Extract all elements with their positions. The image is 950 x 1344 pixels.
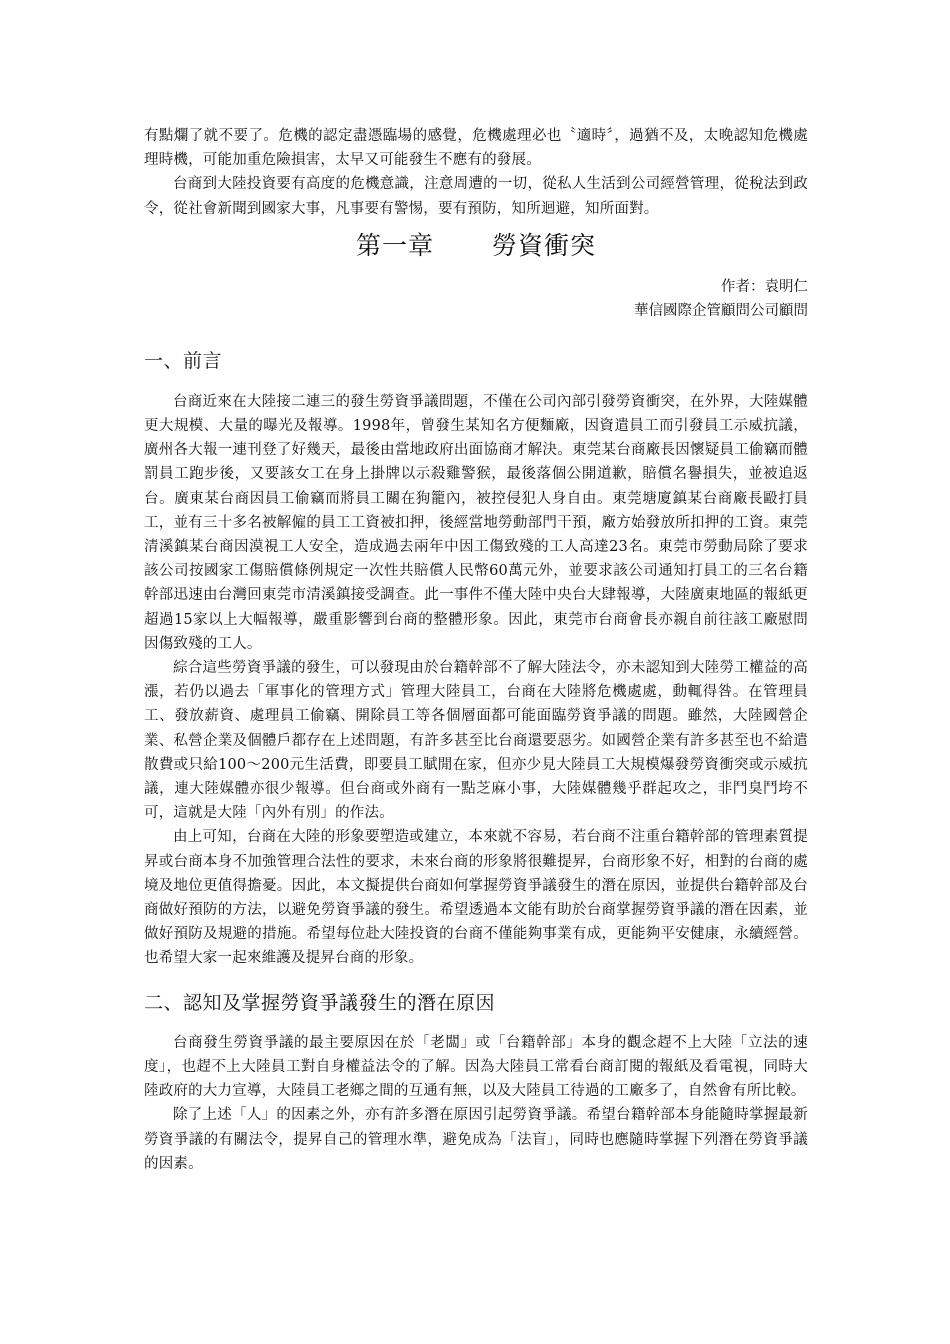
preface-paragraph-1: 台商近來在大陸接二連三的發生勞資爭議問題，不僅在公司內部引發勞資衝突，在外界，大陸媒體更大規模、大量的曝光及報導。1998年，曾發生某知名方便麵廠，因資遣員工而引發員工示威抗議，廣州各大報一連刊登了好幾天，最後由當地政府出面協商才解決。東莞某台商廠長因懷疑員工偷竊而體罰員工跑步後，又要該女工在身上掛牌以示殺雞警猴，最後落個公開道歉，賠償名譽損失，並被追返台。廣東某台商因員工偷竊而將員工關在狗籠內，被控侵犯人身自由。東莞塘廈鎮某台商廠長毆打員工，並有三十多名被解僱的員工工資被扣押，後經當地勞動部門干預，廠方始發放所扣押的工資。東莞清溪鎮某台商因漠視工人安全，造成過去兩年中因工傷致殘的工人高達23名。東莞市勞動局除了要求該公司按國家工傷賠償條例規定一次性共賠償人民幣60萬元外，並要求該公司通知打員工的三名台籍幹部迅速由台灣回東莞市清溪鎮接受調查。此一事件不僅大陸中央台大肆報導，大陸廣東地區的報紙更超過15家以上大幅報導，嚴重影響到台商的整體形象。因此，東莞市台商會長亦親自前往該工廠慰問因傷致殘的工人。 — [144, 393, 808, 652]
chapter-title — [144, 229, 808, 263]
preface-paragraph-2: 綜合這些勞資爭議的發生，可以發現由於台籍幹部不了解大陸法令，亦未認知到大陸勞工權益的高漲，若仍以過去「軍事化的管理方式」管理大陸員工，台商在大陸將危機處處，動輒得咎。在管理員工、發放薪資、處理員工偷竊、開除員工等各個層面都可能面臨勞資爭議的問題。雖然，大陸國營企業、私營企業及個體戶都存在上述問題，有許多甚至比台商還要惡劣。如國營企業有許多甚至也不給遣散費或只給100～200元生活費，即要員工賦閒在家，但亦少見大陸員工大規模爆發勞資衝突或示威抗議，連大陸媒體亦很少報導。但台商或外商有一點芝麻小事，大陸媒體幾乎群起攻之，非鬥臭鬥垮不可，這就是大陸「內外有別」的作法。 — [144, 660, 808, 822]
intro-paragraph-1: 有點爛了就不要了。危機的認定盡憑臨場的感覺，危機處理必也〝適時〞，過猶不及，太晚認知危機處理時機，可能加重危險損害，太早又可能發生不應有的發展。 — [144, 128, 808, 169]
preface-paragraph-3: 由上可知，台商在大陸的形象要塑造或建立，本來就不容易，若台商不注重台籍幹部的管理素質提昇或台商本身不加強管理合法性的要求，未來台商的形象將很難提昇，台商形象不好，相對的台商的處境及地位更值得擔憂。因此，本文擬提供台商如何掌握勞資爭議發生的潛在原因，並提供台籍幹部及台商做好預防的方法，以避免勞資爭議的發生。希望透過本文能有助於台商掌握勞資爭議的潛在因素，並做好預防及規避的措施。希望每位赴大陸投資的台商不僅能夠事業有成，更能夠平安健康，永續經營。也希望大家一起來維護及提昇台商的形象。 — [144, 829, 808, 967]
chapter-name: 勞資衝突 — [492, 230, 597, 260]
section-heading-preface: 一、前言 — [144, 349, 223, 372]
chapter-number: 第一章 — [355, 230, 434, 260]
affiliation-line: 華信國際企管顧問公司顧問 — [634, 302, 808, 319]
intro-paragraph-2: 台商到大陸投資要有高度的危機意識，注意周遭的一切，從私人生活到公司經營管理，從稅法到政令，從社會新聞到國家大事，凡事要有警惕，要有預防，知所迴避，知所面對。 — [144, 176, 808, 217]
section-heading-causes: 二、認知及掌握勞資爭議發生的潛在原因 — [144, 991, 496, 1014]
author-line: 作者：袁明仁 — [721, 278, 808, 295]
causes-paragraph-2: 除了上述「人」的因素之外，亦有許多潛在原因引起勞資爭議。希望台籍幹部本身能隨時掌握最新勞資爭議的有關法令，提昇自己的管理水準，避免成為「法盲」，同時也應隨時掌握下列潛在勞資爭議的因素。 — [144, 1107, 808, 1172]
causes-paragraph-1: 台商發生勞資爭議的最主要原因在於「老闆」或「台籍幹部」本身的觀念趕不上大陸「立法的速度」，也趕不上大陸員工對自身權益法令的了解。因為大陸員工常看台商訂閱的報紙及看電視，同時大陸政府的大力宣導，大陸員工老鄉之間的互通有無，以及大陸員工待過的工廠多了，自然會有所比較。 — [144, 1034, 808, 1100]
document-page — [144, 124, 808, 1176]
